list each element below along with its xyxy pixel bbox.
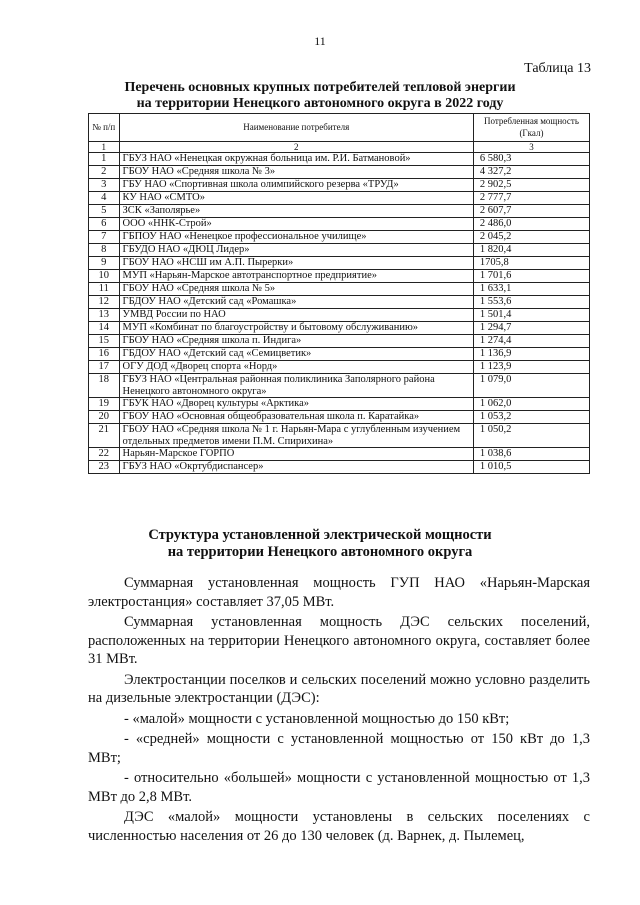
- row-name: ГБДОУ НАО «Детский сад «Семицветик»: [119, 348, 473, 361]
- row-value: 2 777,7: [473, 192, 589, 205]
- row-num: 2: [89, 166, 120, 179]
- page-number: 11: [314, 34, 326, 48]
- row-name: ООО «ННК-Строй»: [119, 218, 473, 231]
- row-value: 1 010,5: [473, 461, 589, 474]
- table-row: [89, 192, 590, 205]
- table-title-line1: Перечень основных крупных потребителей тепловой энергии: [124, 80, 516, 95]
- row-num: 20: [89, 411, 120, 424]
- table-row: [89, 166, 590, 179]
- row-num: 11: [89, 283, 120, 296]
- section-title-line1: Структура установленной электрической мощности: [148, 527, 492, 543]
- table-row: [89, 283, 590, 296]
- row-num: 12: [89, 296, 120, 309]
- row-num: 7: [89, 231, 120, 244]
- row-name: ГБУЗ НАО «Центральная районная поликлиника Заполярного района Ненецкого автономного округа»: [119, 374, 473, 398]
- table-row: [89, 179, 590, 192]
- paragraph: Суммарная установленная мощность ГУП НАО «Нарьян-Марская электростанция» составляет 37,05 МВт.: [88, 575, 590, 610]
- row-num: 22: [89, 448, 120, 461]
- row-name: Нарьян-Марское ГОРПО: [119, 448, 473, 461]
- row-value: 2 607,7: [473, 205, 589, 218]
- index-cell: 3: [473, 142, 589, 153]
- section-title: [0, 527, 640, 561]
- row-num: 18: [89, 374, 120, 398]
- row-name: КУ НАО «СМТО»: [119, 192, 473, 205]
- list-item: - «средней» мощности с установленной мощностью от 150 кВт до 1,3 МВт;: [88, 731, 590, 766]
- row-num: 15: [89, 335, 120, 348]
- row-value: 1 501,4: [473, 309, 589, 322]
- header-value: Потребленная мощность (Гкал): [473, 114, 589, 142]
- row-name: МУП «Комбинат по благоустройству и бытовому обслуживанию»: [119, 322, 473, 335]
- row-name: МУП «Нарьян-Марское автотранспортное предприятие»: [119, 270, 473, 283]
- row-value: 1 294,7: [473, 322, 589, 335]
- row-name: ГБОУ НАО «Основная общеобразовательная школа п. Каратайка»: [119, 411, 473, 424]
- row-num: 6: [89, 218, 120, 231]
- row-name: ГБУК НАО «Дворец культуры «Арктика»: [119, 398, 473, 411]
- row-value: 1 050,2: [473, 424, 589, 448]
- table-row: [89, 205, 590, 218]
- table-row: [89, 398, 590, 411]
- row-name: ГБОУ НАО «Средняя школа № 5»: [119, 283, 473, 296]
- row-value: 1 038,6: [473, 448, 589, 461]
- row-name: ГБУЗ НАО «Окртубдиспансер»: [119, 461, 473, 474]
- row-name: ГБОУ НАО «Средняя школа № 1 г. Нарьян-Мара с углубленным изучением отдельных предметов имени П.М. Спирихина»: [119, 424, 473, 448]
- row-value: 4 327,2: [473, 166, 589, 179]
- row-name: ГБОУ НАО «Средняя школа № 3»: [119, 166, 473, 179]
- row-value: 1705,8: [473, 257, 589, 270]
- table-row: [89, 244, 590, 257]
- paragraph: Суммарная установленная мощность ДЭС сельских поселений, расположенных на территории Ненецкого автономного округа, составляет более 31 МВт.: [88, 614, 590, 667]
- row-value: 1 136,9: [473, 348, 589, 361]
- table-row: [89, 411, 590, 424]
- header-name: Наименование потребителя: [119, 114, 473, 142]
- index-cell: 1: [89, 142, 120, 153]
- paragraph: Электростанции поселков и сельских поселений можно условно разделить на дизельные электростанции (ДЭС):: [88, 671, 590, 706]
- row-value: 1 633,1: [473, 283, 589, 296]
- header-num: № п/п: [89, 114, 120, 142]
- row-value: 1 553,6: [473, 296, 589, 309]
- table-title-line2: на территории Ненецкого автономного округа в 2022 году: [136, 96, 504, 111]
- list-item: - относительно «большей» мощности с установленной мощностью от 1,3 МВт до 2,8 МВт.: [88, 770, 590, 805]
- table-row: [89, 348, 590, 361]
- row-num: 21: [89, 424, 120, 448]
- table-row: [89, 322, 590, 335]
- row-value: 1 079,0: [473, 374, 589, 398]
- row-value: 6 580,3: [473, 153, 589, 166]
- row-name: ГБУЗ НАО «Ненецкая окружная больница им. Р.И. Батмановой»: [119, 153, 473, 166]
- row-num: 17: [89, 361, 120, 374]
- table-row: [89, 461, 590, 474]
- row-num: 1: [89, 153, 120, 166]
- row-value: 1 062,0: [473, 398, 589, 411]
- table-row: [89, 218, 590, 231]
- row-value: 2 045,2: [473, 231, 589, 244]
- row-value: 1 820,4: [473, 244, 589, 257]
- section-title-line2: на территории Ненецкого автономного округа: [167, 544, 473, 560]
- row-num: 14: [89, 322, 120, 335]
- table-row: [89, 424, 590, 448]
- row-name: ГБУ НАО «Спортивная школа олимпийского резерва «ТРУД»: [119, 179, 473, 192]
- index-cell: 2: [119, 142, 473, 153]
- row-num: 8: [89, 244, 120, 257]
- table-row: [89, 374, 590, 398]
- table-row: [89, 309, 590, 322]
- row-num: 16: [89, 348, 120, 361]
- row-value: 2 486,0: [473, 218, 589, 231]
- row-value: 1 053,2: [473, 411, 589, 424]
- row-value: 1 123,9: [473, 361, 589, 374]
- row-name: ГБОУ НАО «НСШ им А.П. Пырерки»: [119, 257, 473, 270]
- row-name: ГБУДО НАО «ДЮЦ Лидер»: [119, 244, 473, 257]
- list-item: - «малой» мощности с установленной мощностью до 150 кВт;: [124, 710, 510, 727]
- row-name: ГБДОУ НАО «Детский сад «Ромашка»: [119, 296, 473, 309]
- row-num: 19: [89, 398, 120, 411]
- table-row: [89, 448, 590, 461]
- table-header-row: [89, 114, 590, 142]
- table-row: [89, 257, 590, 270]
- row-name: ГБОУ НАО «Средняя школа п. Индига»: [119, 335, 473, 348]
- row-num: 9: [89, 257, 120, 270]
- table-row: [89, 231, 590, 244]
- row-num: 10: [89, 270, 120, 283]
- table-index-row: [89, 142, 590, 153]
- row-name: ЗСК «Заполярье»: [119, 205, 473, 218]
- paragraph: ДЭС «малой» мощности установлены в сельских поселениях с численностью населения от 26 до 130 человек (д. Варнек, д. Пылемец,: [88, 809, 590, 844]
- table-label: Таблица 13: [524, 61, 591, 76]
- row-num: 23: [89, 461, 120, 474]
- table-row: [89, 270, 590, 283]
- row-value: 1 274,4: [473, 335, 589, 348]
- row-num: 4: [89, 192, 120, 205]
- table-row: [89, 361, 590, 374]
- row-name: ОГУ ДОД «Дворец спорта «Норд»: [119, 361, 473, 374]
- body-text: [88, 574, 590, 847]
- consumers-table: [88, 113, 590, 474]
- table-row: [89, 335, 590, 348]
- row-name: УМВД России по НАО: [119, 309, 473, 322]
- row-value: 1 701,6: [473, 270, 589, 283]
- row-num: 5: [89, 205, 120, 218]
- row-num: 3: [89, 179, 120, 192]
- table-title: [0, 80, 640, 112]
- table-row: [89, 296, 590, 309]
- row-value: 2 902,5: [473, 179, 589, 192]
- row-name: ГБПОУ НАО «Ненецкое профессиональное училище»: [119, 231, 473, 244]
- table-row: [89, 153, 590, 166]
- row-num: 13: [89, 309, 120, 322]
